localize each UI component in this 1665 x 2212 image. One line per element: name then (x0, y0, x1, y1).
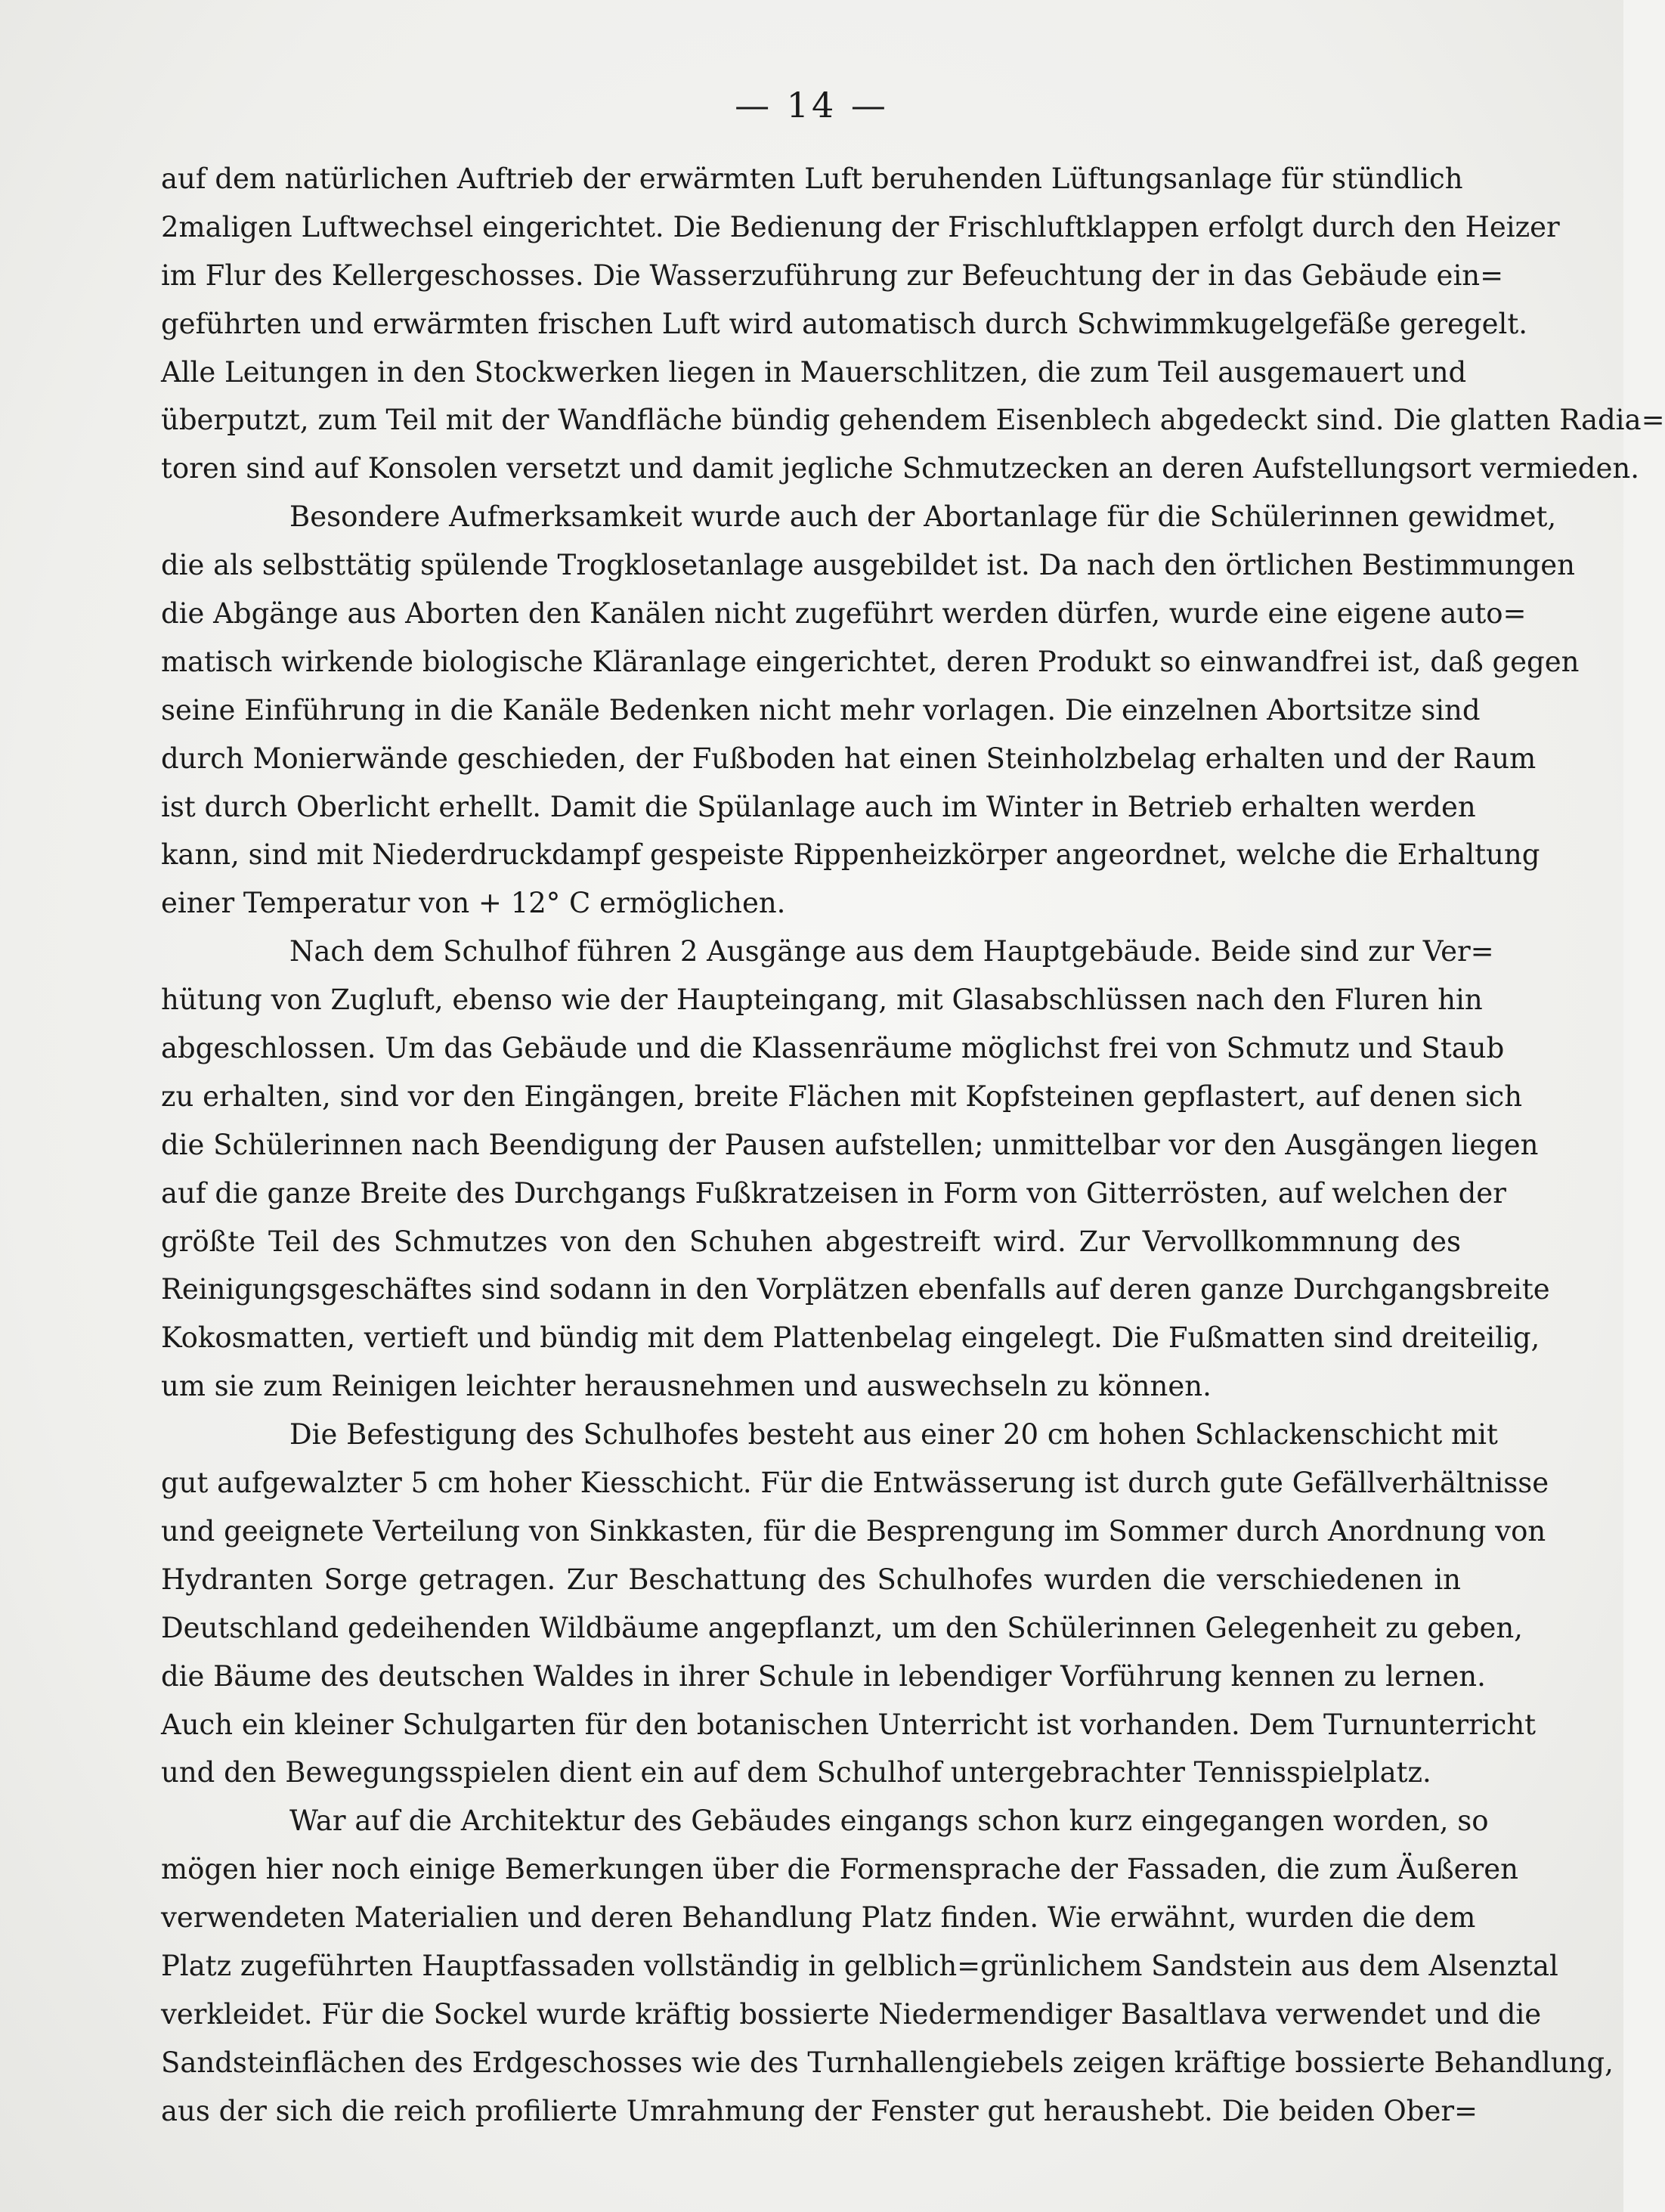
text-line: Besondere Aufmerksamkeit wurde auch der Abortanlage für die Schülerinnen gewidmet, (289, 500, 1557, 534)
text-line: die Bäume des deutschen Waldes in ihrer Schule in lebendiger Vorführung kennen zu lernen. (161, 1659, 1486, 1693)
text-line: aus der sich die reich profilierte Umrahmung der Fenster gut heraushebt. Die beiden Ober= (161, 2094, 1478, 2127)
text-line: Deutschland gedeihenden Wildbäume angepflanzt, um den Schülerinnen Gelegenheit zu geben, (161, 1611, 1523, 1644)
text-line: Auch ein kleiner Schulgarten für den botanischen Unterricht ist vorhanden. Dem Turnunterricht (161, 1708, 1537, 1741)
paragraph (161, 493, 1580, 928)
text-line: die als selbsttätig spülende Trogklosetanlage ausgebildet ist. Da nach den örtlichen Bestimmungen (161, 549, 1575, 582)
text-line: Die Befestigung des Schulhofes besteht aus einer 20 cm hohen Schlackenschicht mit (289, 1418, 1498, 1451)
paragraph (161, 1797, 1614, 2135)
text-line: im Flur des Kellergeschosses. Die Wasserzuführung zur Befeuchtung der in das Gebäude ein= (161, 259, 1504, 292)
text-line: die Schülerinnen nach Beendigung der Pausen aufstellen; unmittelbar vor den Ausgängen liegen (161, 1128, 1539, 1161)
text-line: überputzt, zum Teil mit der Wandfläche bündig gehendem Eisenblech abgedeckt sind. Die glatten Radia= (161, 404, 1665, 437)
text-line: die Abgänge aus Aborten den Kanälen nicht zugeführt werden dürfen, wurde eine eigene auto= (161, 597, 1527, 630)
text-line: einer Temperatur von + 12° C ermöglichen. (161, 887, 786, 920)
text-line: größte Teil des Schmutzes von den Schuhen abgestreift wird. Zur Vervollkommnung des (161, 1225, 1461, 1258)
text-line: 2maligen Luftwechsel eingerichtet. Die Bedienung der Frischluftklappen erfolgt durch den Heizer (161, 210, 1560, 243)
text-line: zu erhalten, sind vor den Eingängen, breite Flächen mit Kopfsteinen gepflastert, auf denen sich (161, 1080, 1523, 1113)
text-line: auf die ganze Breite des Durchgangs Fußkratzeisen in Form von Gitterrösten, auf welchen der (161, 1176, 1506, 1210)
text-line: hütung von Zugluft, ebenso wie der Haupteingang, mit Glasabschlüssen nach den Fluren hin (161, 984, 1483, 1017)
paragraph (161, 928, 1550, 1411)
text-line: mögen hier noch einige Bemerkungen über die Formensprache der Fassaden, die zum Äußeren (161, 1853, 1518, 1886)
text-line: matisch wirkende biologische Kläranlage eingerichtet, deren Produkt so einwandfrei ist, daß gegen (161, 645, 1580, 678)
text-line: Reinigungsgeschäftes sind sodann in den Vorplätzen ebenfalls auf deren ganze Durchgangsbreite (161, 1273, 1550, 1306)
text-line: War auf die Architektur des Gebäudes eingangs schon kurz eingegangen worden, so (289, 1805, 1489, 1838)
text-line: Hydranten Sorge getragen. Zur Beschattung des Schulhofes wurden die verschiedenen in (161, 1563, 1461, 1596)
text-line: Kokosmatten, vertieft und bündig mit dem Plattenbelag eingelegt. Die Fußmatten sind dreiteilig, (161, 1321, 1540, 1355)
text-line: Nach dem Schulhof führen 2 Ausgänge aus dem Hauptgebäude. Beide sind zur Ver= (289, 935, 1494, 968)
text-line: durch Monierwände geschieden, der Fußboden hat einen Steinholzbelag erhalten und der Raum (161, 742, 1537, 775)
text-line: verkleidet. Für die Sockel wurde kräftig bossierte Niedermendiger Basaltlava verwendet und die (161, 1997, 1542, 2031)
text-line: ist durch Oberlicht erhellt. Damit die Spülanlage auch im Winter in Betrieb erhalten werden (161, 790, 1476, 823)
text-line: und geeignete Verteilung von Sinkkasten, für die Besprengung im Sommer durch Anordnung von (161, 1514, 1546, 1547)
paragraph (161, 1411, 1549, 1797)
paragraph (161, 155, 1665, 493)
text-line: um sie zum Reinigen leichter herausnehmen und auswechseln zu können. (161, 1370, 1212, 1403)
text-line: verwendeten Materialien und deren Behandlung Platz finden. Wie erwähnt, wurden die dem (161, 1901, 1476, 1935)
text-line: geführten und erwärmten frischen Luft wird automatisch durch Schwimmkugelgefäße geregelt. (161, 307, 1527, 340)
text-line: auf dem natürlichen Auftrieb der erwärmten Luft beruhenden Lüftungsanlage für stündlich (161, 163, 1463, 195)
text-line: seine Einführung in die Kanäle Bedenken nicht mehr vorlagen. Die einzelnen Abortsitze sind (161, 693, 1481, 726)
text-line: gut aufgewalzter 5 cm hoher Kiesschicht. Für die Entwässerung ist durch gute Gefällverhältnisse (161, 1467, 1549, 1500)
body-text (161, 155, 1665, 2136)
text-line: abgeschlossen. Um das Gebäude und die Klassenräume möglichst frei von Schmutz und Staub (161, 1032, 1505, 1065)
text-line: und den Bewegungsspielen dient ein auf dem Schulhof untergebrachter Tennisspielplatz. (161, 1756, 1431, 1789)
page-number: — 14 — (735, 85, 889, 125)
text-line: kann, sind mit Niederdruckdampf gespeiste Rippenheizkörper angeordnet, welche die Erhaltung (161, 838, 1540, 872)
text-line: Sandsteinflächen des Erdgeschosses wie des Turnhallengiebels zeigen kräftige bossierte Behandlung, (161, 2046, 1614, 2079)
text-line: Platz zugeführten Hauptfassaden vollständig in gelblich=grünlichem Sandstein aus dem Alsenztal (161, 1949, 1558, 1982)
text-line: Alle Leitungen in den Stockwerken liegen in Mauerschlitzen, die zum Teil ausgemauert und (161, 355, 1467, 389)
text-line: toren sind auf Konsolen versetzt und damit jegliche Schmutzecken an deren Aufstellungsort vermieden. (161, 452, 1639, 485)
